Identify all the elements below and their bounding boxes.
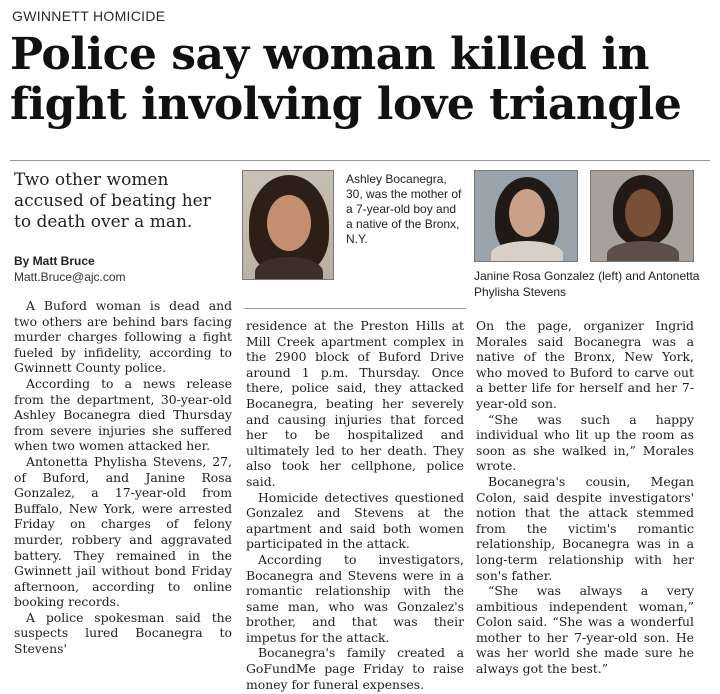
paragraph: Antonetta Phylisha Stevens, 27, of Buford, and Janine Rosa Gonzalez, a 17-year-old from Buffalo, New York, were arrested Friday on charges of felony murder, robbery and aggravated battery. They remained in the Gwinnett jail without bond Friday afternoon, according to online booking records. bbox=[14, 453, 232, 610]
deck-subheadline: Two other women accused of beating her to death over a man. bbox=[14, 170, 211, 232]
paragraph: According to investigators, Bocanegra and Stevens were in a romantic relationship with the same man, who was Gonzalez's brother, and that was their impetus for the attack. bbox=[246, 551, 464, 645]
paragraph: A police spokesman said the suspects lured Bocanegra to Stevens' bbox=[14, 609, 232, 657]
janine-gonzalez-mugshot bbox=[474, 170, 578, 262]
paragraph: Bocanegra's cousin, Megan Colon, said despite investigators' notion that the attack stemmed from the victim's romantic relationship, Bocanegra was in a long-term relationship with her son's father. bbox=[476, 473, 694, 583]
paragraph: A Buford woman is dead and two others are behind bars facing murder charges following a fight fueled by infidelity, according to Gwinnett County police. bbox=[14, 298, 232, 376]
paragraph: On the page, organizer Ingrid Morales said Bocanegra was a native of the Bronx, New York, who moved to Buford to carve out a better life for herself and her 7-year-old son. bbox=[476, 318, 694, 411]
suspects-photo-caption: Janine Rosa Gonzalez (left) and Antonetta Phylisha Stevens bbox=[474, 269, 700, 299]
paragraph: According to a news release from the department, 30-year-old Ashley Bocanegra died Thursday from severe injuries she suffered when two women attacked her. bbox=[14, 375, 232, 454]
ashley-portrait-photo bbox=[242, 170, 334, 280]
paragraph: “She was such a happy individual who lit up the room as soon as she walked in,” Morales wrote. bbox=[476, 411, 694, 474]
author-email: Matt.Bruce@ajc.com bbox=[14, 270, 126, 284]
section-kicker: GWINNETT HOMICIDE bbox=[12, 8, 166, 24]
antonetta-stevens-mugshot bbox=[590, 170, 694, 262]
byline: By Matt Bruce bbox=[14, 254, 95, 268]
ashley-photo-caption: Ashley Bocanegra, 30, was the mother of a 7-year-old boy and a native of the Bronx, N.Y. bbox=[346, 172, 462, 246]
article-column-3 bbox=[476, 318, 694, 677]
paragraph: residence at the Preston Hills at Mill Creek apartment complex in the 2900 block of Buford Drive around 1 p.m. Thursday. Once there, police said, they attacked Bocanegra, beating her severely and causing injuries that forced her to be hospitalized and ultimately led to her death. They also took her cellphone, police said. bbox=[246, 318, 464, 489]
headline-divider bbox=[10, 160, 710, 161]
article-column-1 bbox=[14, 298, 232, 657]
paragraph: Homicide detectives questioned Gonzalez and Stevens at the apartment and said both women participated in the attack. bbox=[246, 489, 464, 552]
paragraph: Bocanegra's family created a GoFundMe page Friday to raise money for funeral expenses. bbox=[246, 645, 464, 692]
headline: Police say woman killed in fight involving love triangle bbox=[10, 29, 682, 130]
column-divider bbox=[244, 308, 466, 309]
article-column-2 bbox=[246, 318, 464, 692]
paragraph: “She was always a very ambitious independent woman,” Colon said. “She was a wonderful mother to her 7-year-old son. He was her world she made sure he always got the best.” bbox=[476, 583, 694, 677]
